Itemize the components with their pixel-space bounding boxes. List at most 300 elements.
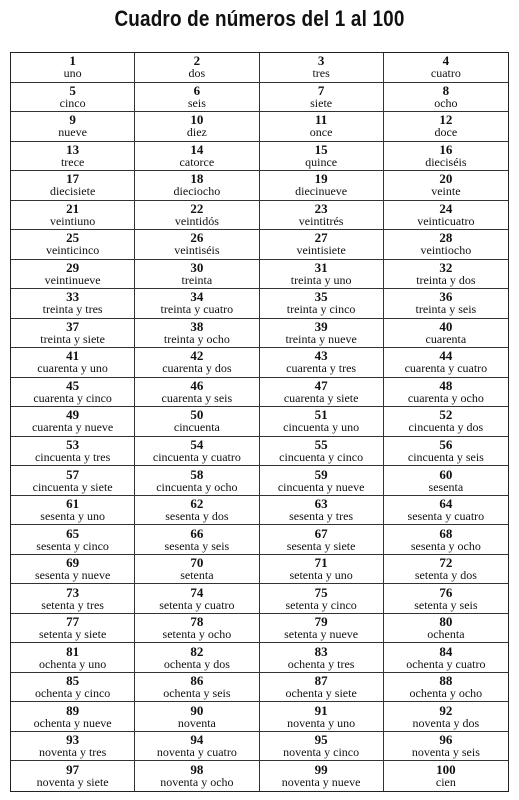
number-digit: 15 bbox=[314, 141, 328, 157]
table-cell bbox=[135, 437, 259, 467]
number-digit: 21 bbox=[66, 200, 80, 216]
number-word: siete bbox=[310, 95, 333, 110]
number-digit: 6 bbox=[193, 82, 201, 98]
number-word: cinco bbox=[59, 95, 86, 110]
number-digit: 70 bbox=[190, 555, 204, 571]
table-cell bbox=[384, 584, 508, 614]
number-word: ochenta y cuatro bbox=[406, 656, 486, 671]
table-cell bbox=[11, 407, 135, 437]
number-word: setenta y tres bbox=[41, 597, 104, 612]
number-word: doce bbox=[434, 125, 458, 140]
number-word: dieciséis bbox=[425, 154, 467, 169]
number-digit: 69 bbox=[66, 555, 80, 571]
table-cell bbox=[11, 584, 135, 614]
table-cell bbox=[260, 437, 384, 467]
table-cell bbox=[135, 555, 259, 585]
number-digit: 91 bbox=[314, 702, 328, 718]
number-digit: 73 bbox=[66, 584, 80, 600]
table-cell bbox=[11, 437, 135, 467]
table-cell bbox=[135, 201, 259, 231]
table-cell bbox=[384, 260, 508, 290]
number-digit: 85 bbox=[66, 673, 80, 689]
table-cell bbox=[135, 584, 259, 614]
number-digit: 37 bbox=[66, 318, 80, 334]
number-word: diecinueve bbox=[295, 184, 348, 199]
number-digit: 29 bbox=[66, 259, 80, 275]
number-word: treinta y cinco bbox=[286, 302, 356, 317]
number-word: sesenta y dos bbox=[165, 509, 229, 524]
number-digit: 67 bbox=[314, 525, 328, 541]
number-word: ochenta y seis bbox=[163, 686, 231, 701]
number-digit: 31 bbox=[314, 259, 328, 275]
number-digit: 4 bbox=[442, 53, 450, 69]
table-cell bbox=[260, 348, 384, 378]
table-cell bbox=[384, 702, 508, 732]
number-digit: 13 bbox=[66, 141, 80, 157]
number-digit: 10 bbox=[190, 112, 204, 128]
table-cell bbox=[260, 53, 384, 83]
number-digit: 72 bbox=[439, 555, 453, 571]
number-word: seis bbox=[187, 95, 206, 110]
number-digit: 63 bbox=[314, 496, 328, 512]
number-word: ocho bbox=[434, 95, 458, 110]
table-cell bbox=[135, 496, 259, 526]
table-cell bbox=[135, 171, 259, 201]
number-word: veintinueve bbox=[44, 272, 101, 287]
table-cell bbox=[384, 53, 508, 83]
table-cell bbox=[384, 614, 508, 644]
number-digit: 62 bbox=[190, 496, 204, 512]
number-word: catorce bbox=[179, 154, 215, 169]
number-digit: 9 bbox=[69, 112, 76, 128]
number-word: quince bbox=[305, 154, 338, 169]
number-digit: 78 bbox=[190, 614, 204, 630]
number-digit: 36 bbox=[439, 289, 453, 305]
number-digit: 48 bbox=[439, 377, 453, 393]
table-cell bbox=[384, 673, 508, 703]
number-digit: 8 bbox=[442, 82, 450, 98]
table-cell bbox=[384, 496, 508, 526]
table-cell bbox=[135, 614, 259, 644]
number-word: noventa y dos bbox=[412, 715, 480, 730]
table-cell bbox=[11, 673, 135, 703]
number-digit: 100 bbox=[436, 762, 456, 778]
number-digit: 50 bbox=[190, 407, 204, 423]
table-cell bbox=[384, 407, 508, 437]
table-cell bbox=[135, 761, 259, 791]
table-cell bbox=[135, 289, 259, 319]
number-word: sesenta y ocho bbox=[410, 538, 481, 553]
number-digit: 65 bbox=[66, 525, 80, 541]
number-digit: 58 bbox=[190, 466, 204, 482]
table-cell bbox=[260, 525, 384, 555]
table-cell bbox=[135, 673, 259, 703]
table-cell bbox=[260, 407, 384, 437]
number-digit: 66 bbox=[190, 525, 204, 541]
number-digit: 27 bbox=[314, 230, 328, 246]
number-digit: 40 bbox=[439, 318, 453, 334]
number-word: trece bbox=[60, 154, 85, 169]
number-word: veinte bbox=[431, 184, 461, 199]
number-digit: 43 bbox=[314, 348, 328, 364]
table-cell bbox=[260, 643, 384, 673]
number-word: treinta y dos bbox=[416, 272, 476, 287]
number-digit: 22 bbox=[190, 200, 204, 216]
number-word: ochenta y tres bbox=[287, 656, 355, 671]
number-digit: 42 bbox=[190, 348, 204, 364]
number-word: cincuenta y ocho bbox=[156, 479, 238, 494]
table-cell bbox=[384, 142, 508, 172]
table-cell bbox=[135, 142, 259, 172]
number-digit: 35 bbox=[314, 289, 328, 305]
table-cell bbox=[260, 319, 384, 349]
number-digit: 41 bbox=[66, 348, 80, 364]
number-word: sesenta y seis bbox=[164, 538, 230, 553]
number-digit: 18 bbox=[190, 171, 204, 187]
number-digit: 51 bbox=[314, 407, 328, 423]
table-cell bbox=[11, 230, 135, 260]
number-word: once bbox=[309, 125, 333, 140]
number-digit: 20 bbox=[439, 171, 453, 187]
number-digit: 87 bbox=[314, 673, 328, 689]
table-cell bbox=[11, 53, 135, 83]
table-cell bbox=[11, 348, 135, 378]
number-word: noventa y nueve bbox=[281, 775, 361, 790]
table-cell bbox=[11, 289, 135, 319]
number-digit: 83 bbox=[314, 643, 328, 659]
number-digit: 26 bbox=[190, 230, 204, 246]
table-cell bbox=[11, 319, 135, 349]
table-cell bbox=[260, 761, 384, 791]
number-digit: 99 bbox=[314, 762, 328, 778]
number-word: cincuenta y dos bbox=[408, 420, 484, 435]
table-cell bbox=[135, 53, 259, 83]
table-cell bbox=[384, 525, 508, 555]
page-title: Cuadro de números del 1 al 100 bbox=[114, 6, 405, 31]
number-word: sesenta bbox=[428, 479, 464, 494]
number-digit: 98 bbox=[190, 762, 204, 778]
number-word: cincuenta y nueve bbox=[277, 479, 365, 494]
number-word: treinta y uno bbox=[290, 272, 352, 287]
number-word: sesenta y cinco bbox=[36, 538, 109, 553]
number-word: cincuenta y siete bbox=[32, 479, 113, 494]
number-word: cincuenta bbox=[173, 420, 220, 435]
number-word: setenta y nueve bbox=[284, 627, 359, 642]
number-digit: 60 bbox=[439, 466, 453, 482]
numbers-table bbox=[10, 52, 509, 792]
number-digit: 46 bbox=[190, 377, 204, 393]
number-word: treinta y nueve bbox=[285, 331, 357, 346]
number-digit: 23 bbox=[314, 200, 328, 216]
number-digit: 68 bbox=[439, 525, 453, 541]
number-digit: 52 bbox=[439, 407, 453, 423]
table-cell bbox=[135, 83, 259, 113]
number-digit: 76 bbox=[439, 584, 453, 600]
number-word: cuarenta y tres bbox=[286, 361, 357, 376]
number-word: ochenta y cinco bbox=[34, 686, 111, 701]
table-cell bbox=[135, 466, 259, 496]
number-word: setenta y uno bbox=[289, 568, 353, 583]
table-cell bbox=[260, 614, 384, 644]
number-word: cincuenta y tres bbox=[34, 450, 111, 464]
number-digit: 14 bbox=[190, 141, 204, 157]
number-digit: 38 bbox=[190, 318, 204, 334]
table-cell bbox=[384, 83, 508, 113]
number-digit: 32 bbox=[439, 259, 453, 275]
number-digit: 97 bbox=[66, 762, 80, 778]
number-word: tres bbox=[312, 66, 330, 81]
number-digit: 74 bbox=[190, 584, 204, 600]
number-digit: 81 bbox=[66, 643, 80, 659]
number-digit: 59 bbox=[314, 466, 328, 482]
table-cell bbox=[11, 260, 135, 290]
table-cell bbox=[384, 466, 508, 496]
number-digit: 28 bbox=[439, 230, 453, 246]
number-digit: 88 bbox=[439, 673, 453, 689]
number-word: uno bbox=[63, 66, 82, 81]
number-digit: 24 bbox=[439, 200, 453, 216]
table-cell bbox=[384, 555, 508, 585]
number-word: cuarenta y cinco bbox=[33, 390, 112, 405]
number-word: setenta bbox=[180, 568, 214, 583]
table-cell bbox=[135, 378, 259, 408]
number-word: ochenta bbox=[427, 627, 465, 642]
number-word: veintisiete bbox=[296, 243, 346, 258]
number-word: treinta y tres bbox=[42, 302, 103, 317]
number-word: ochenta y siete bbox=[285, 686, 357, 701]
number-word: veintitrés bbox=[298, 213, 344, 228]
number-digit: 47 bbox=[314, 377, 328, 393]
number-word: cuarenta y siete bbox=[283, 390, 359, 405]
table-cell bbox=[135, 319, 259, 349]
number-word: noventa bbox=[177, 715, 216, 730]
number-digit: 64 bbox=[439, 496, 453, 512]
table-cell bbox=[11, 142, 135, 172]
number-digit: 94 bbox=[190, 732, 204, 748]
table-cell bbox=[135, 407, 259, 437]
table-cell bbox=[260, 112, 384, 142]
number-digit: 95 bbox=[314, 732, 328, 748]
number-digit: 79 bbox=[314, 614, 328, 630]
number-digit: 16 bbox=[439, 141, 453, 157]
table-cell bbox=[135, 702, 259, 732]
table-cell bbox=[135, 732, 259, 762]
table-cell bbox=[135, 260, 259, 290]
table-cell bbox=[135, 112, 259, 142]
number-digit: 84 bbox=[439, 643, 453, 659]
number-word: cincuenta y uno bbox=[283, 420, 360, 435]
table-cell bbox=[384, 171, 508, 201]
table-cell bbox=[11, 496, 135, 526]
table-cell bbox=[384, 319, 508, 349]
number-word: diez bbox=[186, 125, 207, 140]
table-cell bbox=[384, 348, 508, 378]
table-cell bbox=[11, 555, 135, 585]
table-cell bbox=[11, 83, 135, 113]
number-word: cincuenta y cinco bbox=[279, 450, 364, 464]
table-cell bbox=[260, 230, 384, 260]
number-digit: 11 bbox=[314, 112, 328, 128]
table-cell bbox=[11, 643, 135, 673]
number-word: cincuenta y cuatro bbox=[152, 450, 241, 464]
table-cell bbox=[135, 348, 259, 378]
number-digit: 89 bbox=[66, 702, 80, 718]
number-word: cuarenta bbox=[425, 331, 467, 346]
number-digit: 86 bbox=[190, 673, 204, 689]
number-digit: 93 bbox=[66, 732, 80, 748]
number-digit: 54 bbox=[190, 437, 204, 452]
number-digit: 17 bbox=[66, 171, 80, 187]
table-cell bbox=[135, 525, 259, 555]
table-cell bbox=[260, 673, 384, 703]
table-cell bbox=[384, 732, 508, 762]
table-cell bbox=[260, 496, 384, 526]
number-digit: 71 bbox=[314, 555, 328, 571]
number-digit: 77 bbox=[66, 614, 80, 630]
table-cell bbox=[384, 230, 508, 260]
table-cell bbox=[260, 584, 384, 614]
number-word: veinticuatro bbox=[417, 213, 475, 228]
table-cell bbox=[11, 378, 135, 408]
table-cell bbox=[11, 201, 135, 231]
number-word: veintidós bbox=[174, 213, 219, 228]
number-digit: 53 bbox=[66, 437, 80, 452]
table-cell bbox=[260, 83, 384, 113]
number-digit: 90 bbox=[190, 702, 204, 718]
number-digit: 34 bbox=[190, 289, 204, 305]
table-cell bbox=[11, 702, 135, 732]
number-digit: 61 bbox=[66, 496, 80, 512]
number-word: veinticinco bbox=[45, 243, 100, 258]
number-word: noventa y ocho bbox=[160, 775, 234, 790]
number-word: setenta y siete bbox=[38, 627, 107, 642]
number-word: ochenta y nueve bbox=[33, 715, 112, 730]
table-cell bbox=[260, 142, 384, 172]
number-digit: 25 bbox=[66, 230, 80, 246]
number-word: noventa y tres bbox=[38, 745, 107, 760]
number-word: cuarenta y dos bbox=[162, 361, 232, 376]
number-word: cuarenta y cuatro bbox=[404, 361, 488, 376]
number-word: sesenta y nueve bbox=[34, 568, 111, 583]
number-digit: 80 bbox=[439, 614, 453, 630]
number-digit: 57 bbox=[66, 466, 80, 482]
number-word: noventa y seis bbox=[411, 745, 480, 760]
number-digit: 56 bbox=[439, 437, 453, 452]
number-word: setenta y cuatro bbox=[159, 597, 235, 612]
number-digit: 3 bbox=[317, 53, 325, 69]
table-cell bbox=[260, 171, 384, 201]
number-word: noventa y cuatro bbox=[156, 745, 237, 760]
number-word: noventa y uno bbox=[287, 715, 356, 730]
table-cell bbox=[11, 466, 135, 496]
number-word: ochenta y dos bbox=[163, 656, 230, 671]
table-cell bbox=[384, 289, 508, 319]
table-cell bbox=[135, 643, 259, 673]
number-digit: 82 bbox=[190, 643, 204, 659]
table-cell bbox=[260, 260, 384, 290]
number-digit: 19 bbox=[314, 171, 328, 187]
table-cell bbox=[11, 761, 135, 791]
number-word: setenta y cinco bbox=[285, 597, 357, 612]
number-digit: 49 bbox=[66, 407, 80, 423]
number-digit: 75 bbox=[314, 584, 328, 600]
number-digit: 39 bbox=[314, 318, 328, 334]
table-cell bbox=[260, 732, 384, 762]
number-digit: 44 bbox=[439, 348, 453, 364]
number-word: veintiocho bbox=[420, 243, 472, 258]
number-word: dieciocho bbox=[173, 184, 221, 199]
number-digit: 5 bbox=[69, 82, 76, 98]
table-cell bbox=[11, 171, 135, 201]
number-word: cuatro bbox=[430, 66, 461, 81]
number-digit: 96 bbox=[439, 732, 453, 748]
table-cell bbox=[384, 112, 508, 142]
number-digit: 12 bbox=[439, 112, 453, 128]
number-digit: 92 bbox=[439, 702, 453, 718]
number-digit: 33 bbox=[66, 289, 80, 305]
number-word: treinta y seis bbox=[415, 302, 477, 317]
number-word: cincuenta y seis bbox=[407, 450, 484, 464]
table-cell bbox=[260, 378, 384, 408]
number-digit: 7 bbox=[317, 82, 325, 98]
number-word: treinta bbox=[181, 272, 213, 287]
table-cell bbox=[11, 112, 135, 142]
number-word: noventa y cinco bbox=[283, 745, 360, 760]
number-word: veintiséis bbox=[174, 243, 220, 258]
number-word: veintiuno bbox=[49, 213, 96, 228]
number-word: cuarenta y uno bbox=[37, 361, 108, 376]
number-word: ochenta y ocho bbox=[409, 686, 483, 701]
number-word: cuarenta y ocho bbox=[407, 390, 484, 405]
number-word: treinta y ocho bbox=[163, 331, 230, 346]
number-word: sesenta y cuatro bbox=[407, 509, 485, 524]
table-cell bbox=[384, 378, 508, 408]
table-cell bbox=[384, 761, 508, 791]
table-cell bbox=[384, 643, 508, 673]
number-word: noventa y siete bbox=[36, 775, 109, 790]
number-word: cuarenta y nueve bbox=[31, 420, 114, 435]
number-word: setenta y ocho bbox=[162, 627, 232, 642]
number-digit: 30 bbox=[190, 259, 204, 275]
number-digit: 1 bbox=[69, 53, 76, 69]
number-word: sesenta y tres bbox=[289, 509, 354, 524]
number-word: diecisiete bbox=[49, 184, 96, 199]
number-word: setenta y dos bbox=[414, 568, 477, 583]
number-word: setenta y seis bbox=[414, 597, 478, 612]
table-cell bbox=[384, 437, 508, 467]
number-digit: 55 bbox=[314, 437, 328, 452]
number-digit: 45 bbox=[66, 377, 80, 393]
table-cell bbox=[11, 732, 135, 762]
number-digit: 2 bbox=[193, 53, 201, 69]
number-word: sesenta y uno bbox=[40, 509, 105, 524]
number-word: cien bbox=[435, 775, 456, 790]
number-word: cuarenta y seis bbox=[161, 390, 233, 405]
table-cell bbox=[260, 702, 384, 732]
table-cell bbox=[260, 201, 384, 231]
table-cell bbox=[11, 614, 135, 644]
table-cell bbox=[11, 525, 135, 555]
number-word: dos bbox=[188, 66, 206, 81]
table-cell bbox=[260, 555, 384, 585]
number-word: nueve bbox=[58, 125, 87, 140]
number-word: treinta y siete bbox=[40, 331, 105, 346]
number-word: ochenta y uno bbox=[38, 656, 107, 671]
table-cell bbox=[260, 466, 384, 496]
table-cell bbox=[384, 201, 508, 231]
number-word: sesenta y siete bbox=[286, 538, 356, 553]
table-cell bbox=[135, 230, 259, 260]
